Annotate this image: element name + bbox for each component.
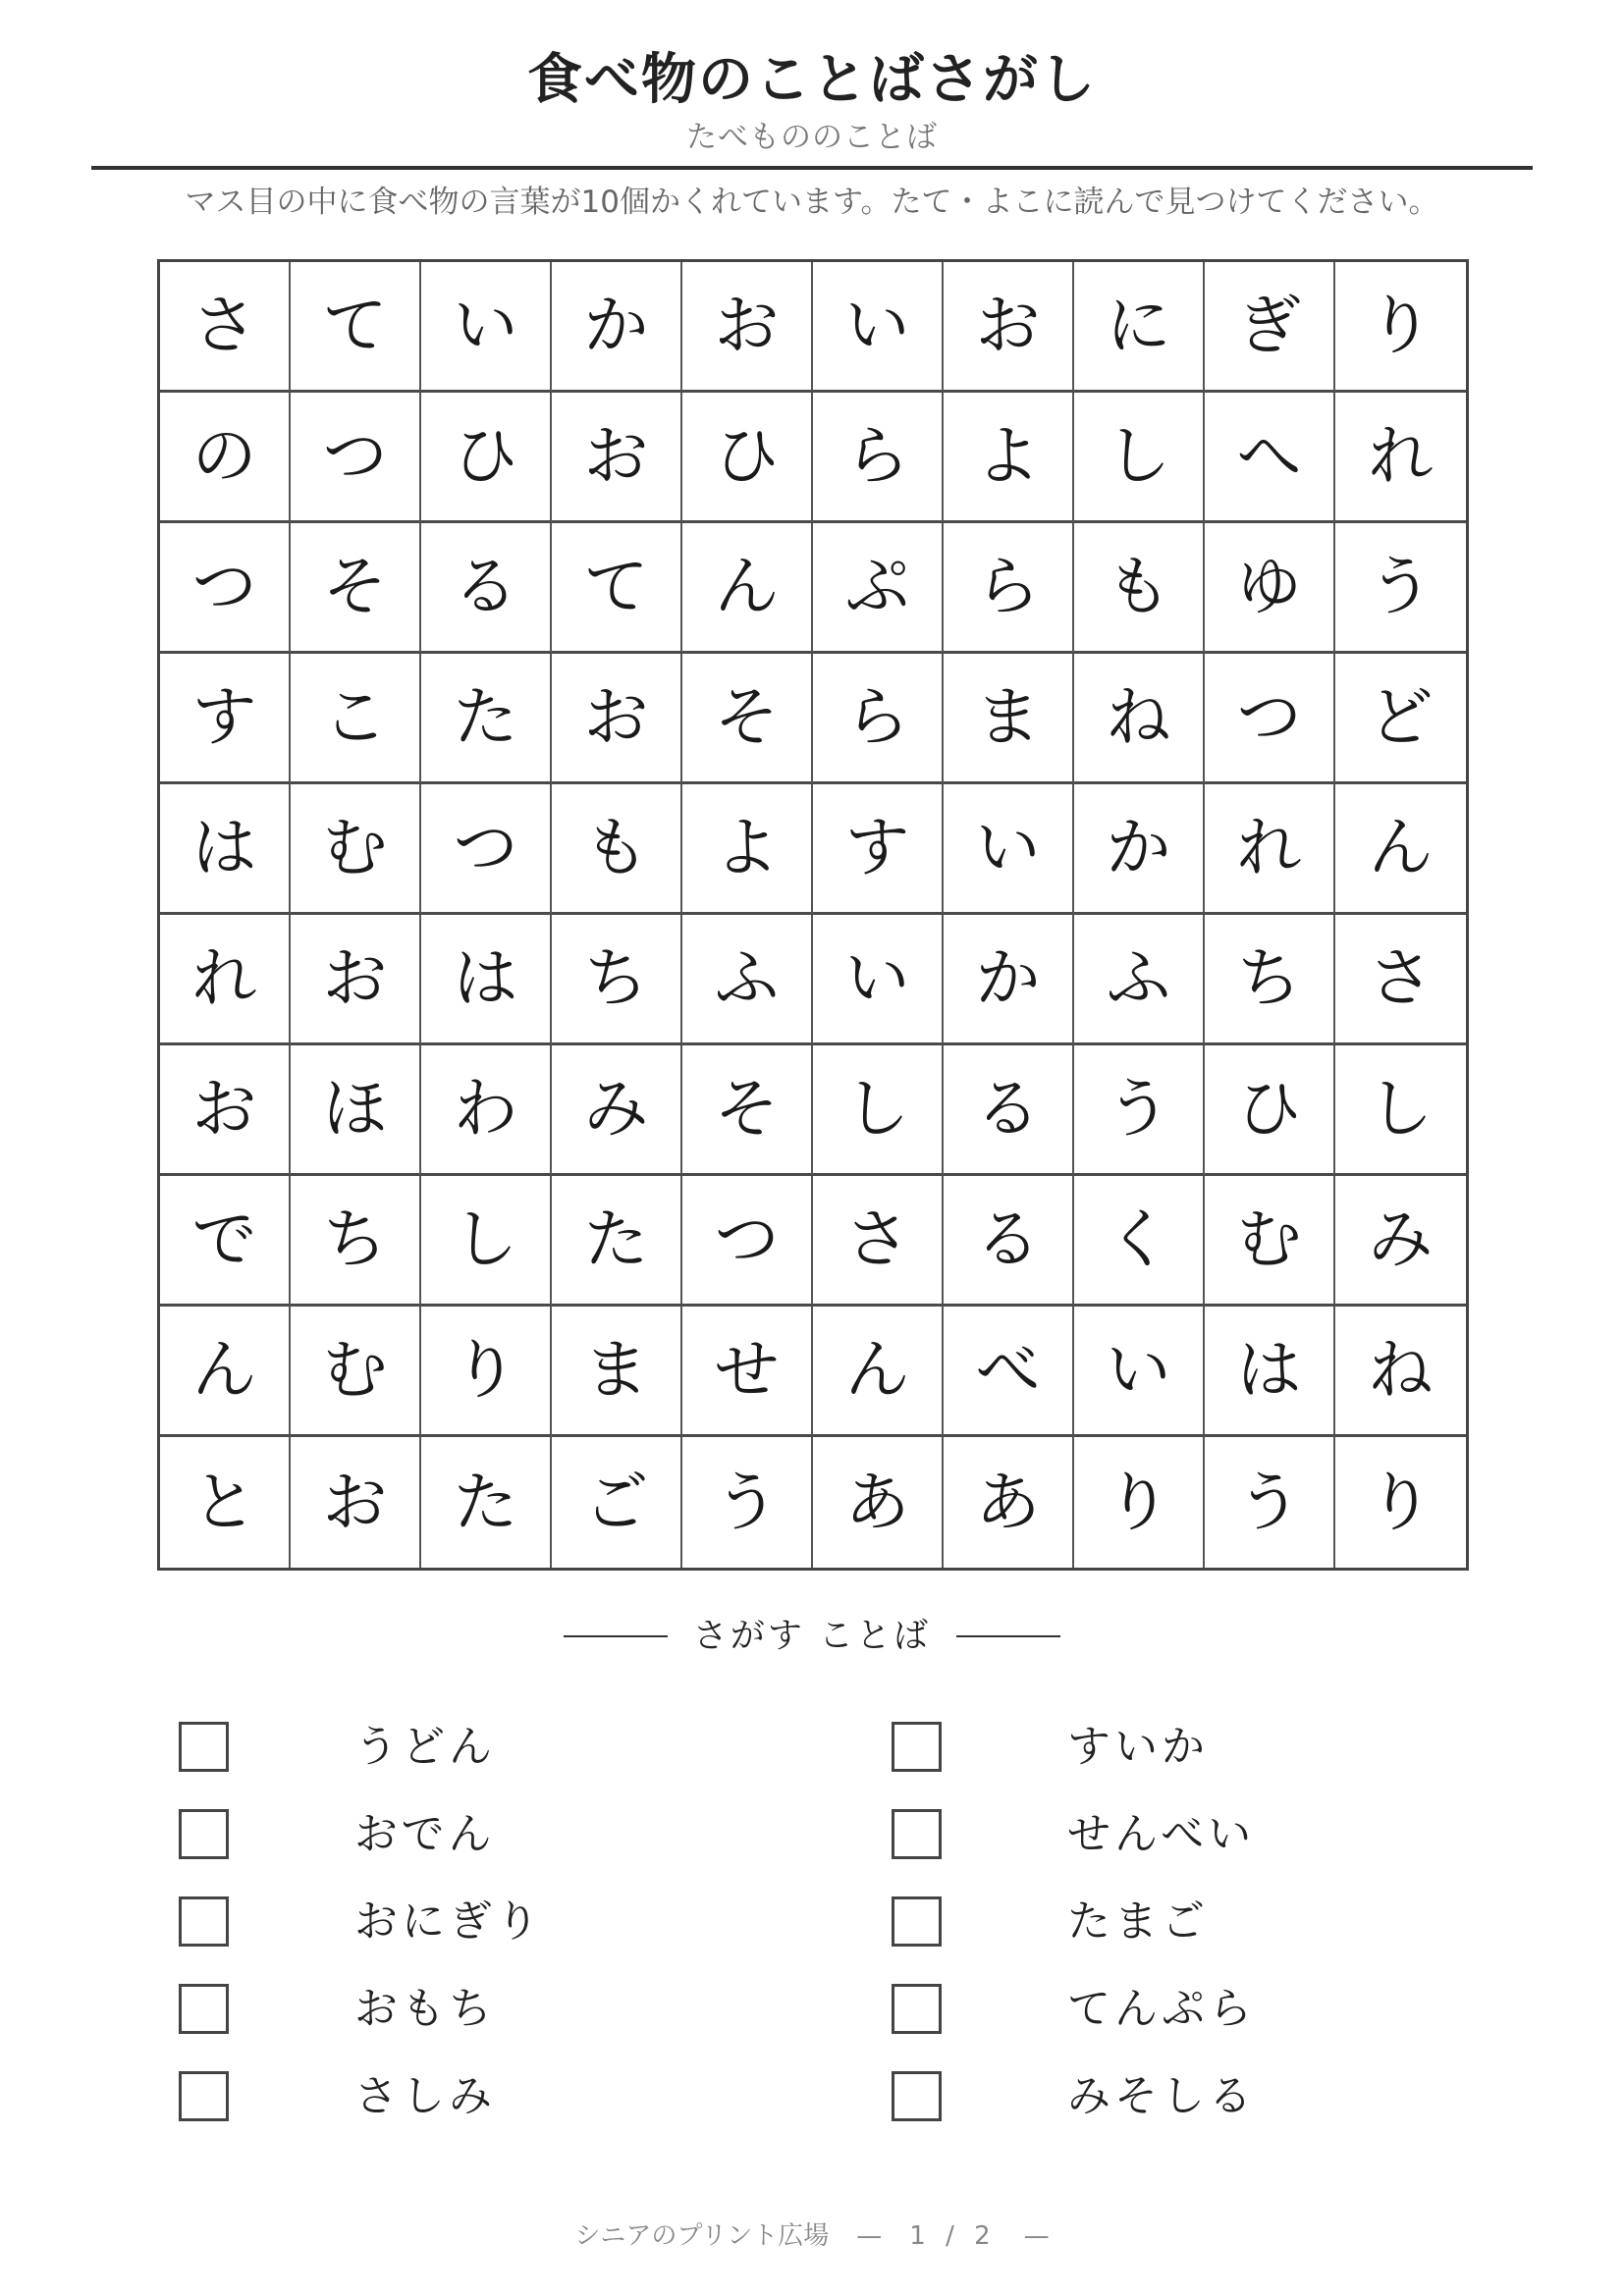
grid-cell[interactable]: ひ bbox=[682, 393, 813, 523]
word-label: すいか bbox=[1067, 1721, 1209, 1772]
word-list-title: さがす ことば bbox=[692, 1617, 932, 1656]
grid-cell[interactable]: ち bbox=[291, 1176, 421, 1307]
grid-cell[interactable]: そ bbox=[682, 1045, 813, 1176]
checkbox[interactable] bbox=[892, 1896, 942, 1947]
grid-cell[interactable]: お bbox=[291, 1437, 421, 1568]
word-label: おにぎり bbox=[354, 1896, 543, 1947]
grid-cell[interactable]: い bbox=[421, 262, 552, 393]
grid-cell[interactable]: お bbox=[291, 915, 421, 1045]
grid-cell[interactable]: ひ bbox=[421, 393, 552, 523]
grid-cell[interactable]: た bbox=[552, 1176, 682, 1307]
checkbox[interactable] bbox=[179, 1722, 229, 1772]
grid-cell[interactable]: も bbox=[552, 784, 682, 915]
grid-cell[interactable]: ま bbox=[944, 654, 1074, 784]
grid-cell[interactable]: さ bbox=[160, 262, 291, 393]
page-title: 食べ物のことばさがし bbox=[527, 48, 1097, 112]
word-item-tamago[interactable] bbox=[892, 1878, 1481, 1965]
word-label: おもち bbox=[354, 1983, 496, 2034]
grid-cell[interactable]: た bbox=[421, 1437, 552, 1568]
footer-dash-left: — bbox=[856, 2221, 883, 2251]
grid-cell[interactable]: み bbox=[552, 1045, 682, 1176]
page-footer bbox=[0, 2220, 1624, 2252]
word-item-omochi[interactable] bbox=[179, 1965, 768, 2053]
grid-cell[interactable]: に bbox=[1074, 262, 1205, 393]
grid-cell[interactable]: よ bbox=[682, 784, 813, 915]
grid-cell[interactable]: い bbox=[1074, 1307, 1205, 1437]
grid-cell[interactable]: し bbox=[813, 1045, 944, 1176]
grid-cell[interactable]: し bbox=[421, 1176, 552, 1307]
grid-cell[interactable]: ん bbox=[160, 1307, 291, 1437]
grid-cell[interactable]: ら bbox=[813, 654, 944, 784]
grid-cell[interactable]: へ bbox=[1205, 393, 1335, 523]
grid-cell[interactable]: れ bbox=[160, 915, 291, 1045]
grid-cell[interactable]: お bbox=[552, 654, 682, 784]
grid-cell[interactable]: し bbox=[1074, 393, 1205, 523]
grid-cell[interactable]: ん bbox=[813, 1307, 944, 1437]
grid-cell[interactable]: わ bbox=[421, 1045, 552, 1176]
grid-cell[interactable]: ふ bbox=[682, 915, 813, 1045]
grid-cell[interactable]: そ bbox=[682, 654, 813, 784]
grid-cell[interactable]: よ bbox=[944, 393, 1074, 523]
grid-cell[interactable]: つ bbox=[421, 784, 552, 915]
grid-cell[interactable]: れ bbox=[1205, 784, 1335, 915]
grid-cell[interactable]: ね bbox=[1074, 654, 1205, 784]
grid-cell[interactable]: り bbox=[1335, 262, 1466, 393]
page-indicator: 1 / 2 bbox=[909, 2221, 997, 2251]
grid-cell[interactable]: ご bbox=[552, 1437, 682, 1568]
word-item-tempura[interactable] bbox=[892, 1965, 1481, 2053]
grid-cell[interactable]: い bbox=[944, 784, 1074, 915]
grid-cell[interactable]: さ bbox=[1335, 915, 1466, 1045]
grid-cell[interactable]: は bbox=[160, 784, 291, 915]
grid-cell[interactable]: か bbox=[1074, 784, 1205, 915]
grid-cell[interactable]: ぎ bbox=[1205, 262, 1335, 393]
grid-cell[interactable]: て bbox=[291, 262, 421, 393]
grid-cell[interactable]: り bbox=[421, 1307, 552, 1437]
word-item-sashimi[interactable] bbox=[179, 2053, 768, 2140]
grid-cell[interactable]: の bbox=[160, 393, 291, 523]
header-divider bbox=[91, 166, 1533, 170]
heading-rule-right bbox=[956, 1635, 1060, 1637]
word-item-udon[interactable] bbox=[179, 1703, 768, 1790]
heading-rule-left bbox=[564, 1635, 668, 1637]
checkbox[interactable] bbox=[892, 2071, 942, 2121]
grid-cell[interactable]: く bbox=[1074, 1176, 1205, 1307]
grid-cell[interactable]: て bbox=[552, 523, 682, 654]
grid-cell[interactable]: み bbox=[1335, 1176, 1466, 1307]
footer-dash-right: — bbox=[1023, 2221, 1050, 2251]
word-list-heading bbox=[0, 1615, 1624, 1658]
grid-cell[interactable]: ふ bbox=[1074, 915, 1205, 1045]
grid-cell[interactable]: つ bbox=[682, 1176, 813, 1307]
grid-cell[interactable]: し bbox=[1335, 1045, 1466, 1176]
grid-cell[interactable]: う bbox=[1205, 1437, 1335, 1568]
word-item-onigiri[interactable] bbox=[179, 1878, 768, 1965]
grid-cell[interactable]: で bbox=[160, 1176, 291, 1307]
checkbox[interactable] bbox=[179, 1984, 229, 2034]
grid-cell[interactable]: い bbox=[813, 915, 944, 1045]
grid-cell[interactable]: ひ bbox=[1205, 1045, 1335, 1176]
grid-cell[interactable]: む bbox=[291, 1307, 421, 1437]
word-list-right-column bbox=[892, 1703, 1481, 2140]
grid-cell[interactable]: つ bbox=[291, 393, 421, 523]
grid-cell[interactable]: た bbox=[421, 654, 552, 784]
grid-cell[interactable]: お bbox=[160, 1045, 291, 1176]
grid-cell[interactable]: う bbox=[1074, 1045, 1205, 1176]
grid-cell[interactable]: さ bbox=[813, 1176, 944, 1307]
grid-cell[interactable]: そ bbox=[291, 523, 421, 654]
grid-cell[interactable]: こ bbox=[291, 654, 421, 784]
grid-cell[interactable]: お bbox=[682, 262, 813, 393]
grid-cell[interactable]: か bbox=[944, 915, 1074, 1045]
grid-cell[interactable]: あ bbox=[813, 1437, 944, 1568]
word-label: せんべい bbox=[1067, 1808, 1256, 1859]
grid-cell[interactable]: り bbox=[1074, 1437, 1205, 1568]
grid-cell[interactable]: も bbox=[1074, 523, 1205, 654]
grid-cell[interactable]: む bbox=[1205, 1176, 1335, 1307]
checkbox[interactable] bbox=[179, 2071, 229, 2121]
grid-cell[interactable]: ち bbox=[1205, 915, 1335, 1045]
checkbox[interactable] bbox=[892, 1722, 942, 1772]
grid-cell[interactable]: る bbox=[944, 1045, 1074, 1176]
word-search-grid bbox=[157, 259, 1469, 1571]
grid-cell[interactable]: べ bbox=[944, 1307, 1074, 1437]
word-label: みそしる bbox=[1067, 2070, 1256, 2121]
grid-cell[interactable]: う bbox=[1335, 523, 1466, 654]
page-subtitle: たべもののことば bbox=[686, 120, 938, 155]
grid-cell[interactable]: と bbox=[160, 1437, 291, 1568]
grid-cell[interactable]: す bbox=[160, 654, 291, 784]
grid-cell[interactable]: お bbox=[552, 393, 682, 523]
grid-cell[interactable]: は bbox=[1205, 1307, 1335, 1437]
checkbox[interactable] bbox=[179, 1896, 229, 1947]
instructions-text: マス目の中に食べ物の言葉が10個かくれています。たて・よこに読んで見つけてください。 bbox=[185, 185, 1439, 220]
grid-cell[interactable]: ゆ bbox=[1205, 523, 1335, 654]
footer-site-name: シニアのプリント広場 bbox=[574, 2221, 830, 2251]
grid-cell[interactable]: ほ bbox=[291, 1045, 421, 1176]
grid-cell[interactable]: ま bbox=[552, 1307, 682, 1437]
word-label: さしみ bbox=[354, 2070, 496, 2121]
checkbox[interactable] bbox=[892, 1809, 942, 1859]
grid-cell[interactable]: ん bbox=[1335, 784, 1466, 915]
grid-cell[interactable]: か bbox=[552, 262, 682, 393]
grid-cell[interactable]: り bbox=[1368, 1464, 1434, 1540]
word-label: てんぷら bbox=[1067, 1983, 1256, 2034]
word-item-oden[interactable] bbox=[179, 1790, 768, 1878]
word-item-misoshiru[interactable] bbox=[892, 2053, 1481, 2140]
grid-cell[interactable]: れ bbox=[1335, 393, 1466, 523]
word-item-senbei[interactable] bbox=[892, 1790, 1481, 1878]
grid-cell[interactable]: つ bbox=[160, 523, 291, 654]
grid-cell[interactable]: は bbox=[421, 915, 552, 1045]
word-item-suika[interactable] bbox=[892, 1703, 1481, 1790]
grid-cell[interactable]: ら bbox=[944, 523, 1074, 654]
grid-cell[interactable]: う bbox=[682, 1437, 813, 1568]
grid-cell[interactable]: い bbox=[813, 262, 944, 393]
grid-cell[interactable]: せ bbox=[682, 1307, 813, 1437]
word-label: おでん bbox=[354, 1808, 496, 1859]
grid-cell[interactable]: ん bbox=[682, 523, 813, 654]
grid-cell[interactable]: ち bbox=[552, 915, 682, 1045]
grid-cell[interactable]: す bbox=[813, 784, 944, 915]
grid-cell[interactable]: ぷ bbox=[813, 523, 944, 654]
grid-cell[interactable]: つ bbox=[1205, 654, 1335, 784]
grid-cell[interactable]: ど bbox=[1335, 654, 1466, 784]
word-label: たまご bbox=[1067, 1896, 1209, 1947]
word-list-left-column bbox=[179, 1703, 768, 2140]
grid-cell[interactable]: る bbox=[421, 523, 552, 654]
grid-cell[interactable]: ね bbox=[1335, 1307, 1466, 1437]
grid-cell[interactable]: お bbox=[944, 262, 1074, 393]
word-label: うどん bbox=[354, 1721, 496, 1772]
grid-cell[interactable]: あ bbox=[944, 1437, 1074, 1568]
grid-cell[interactable]: む bbox=[291, 784, 421, 915]
grid-cell[interactable]: ら bbox=[813, 393, 944, 523]
grid-cell[interactable]: る bbox=[944, 1176, 1074, 1307]
checkbox[interactable] bbox=[892, 1984, 942, 2034]
checkbox[interactable] bbox=[179, 1809, 229, 1859]
